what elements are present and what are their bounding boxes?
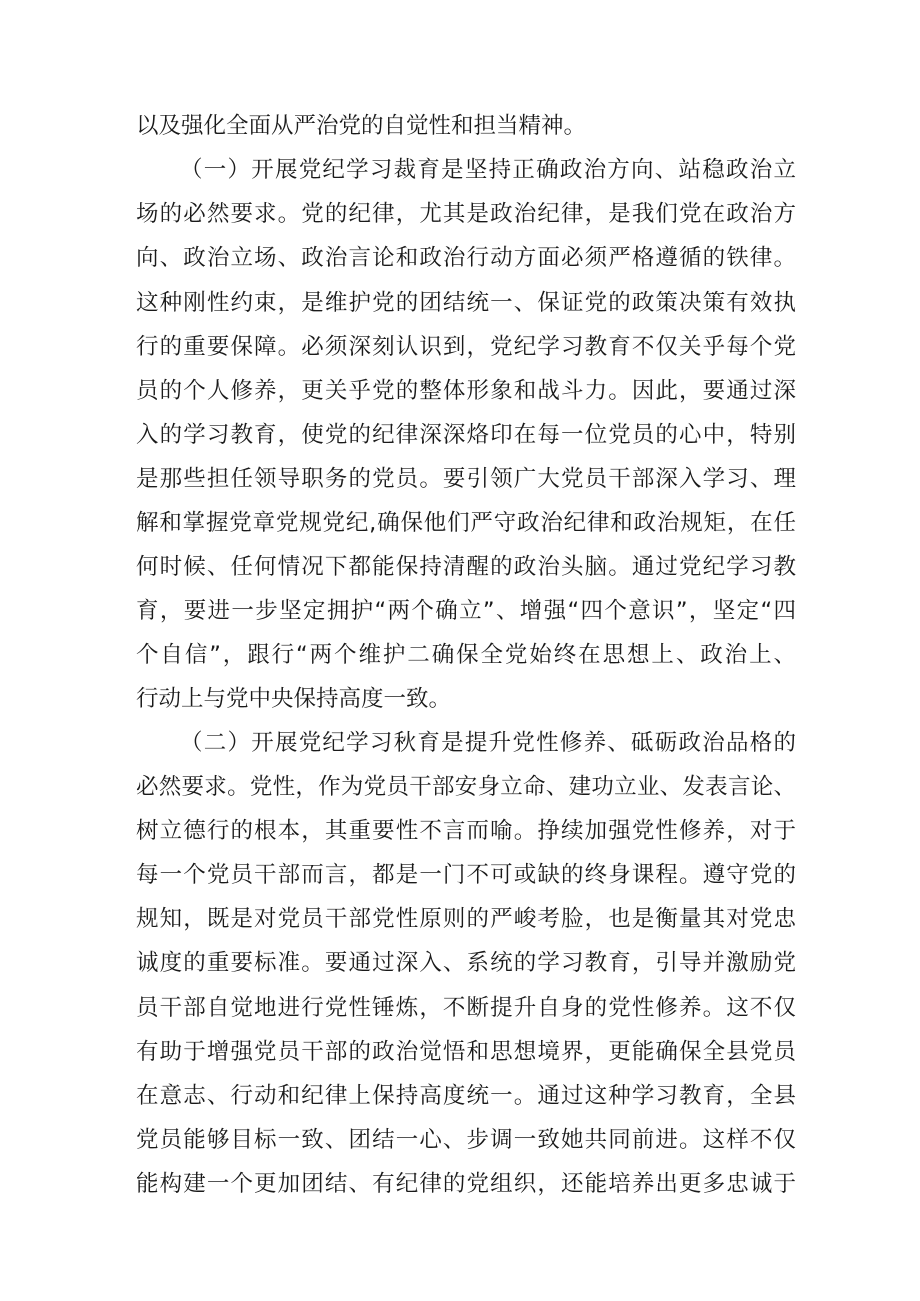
text-line: 入的学习教育，使党的纪律深深烙印在每一位党员的心中，特别 — [136, 422, 796, 448]
text-line: 每一个党员干部而言，都是一门不可或缺的终身课程。遵守党的 — [136, 862, 796, 888]
text-line: 个自信”，跟行“两个维护二确保全党始终在思想上、政治上、 — [136, 642, 796, 668]
text-line: 是那些担任领导职务的党员。要引领广大党员干部深入学习、理 — [136, 466, 796, 492]
text-line: 党员能够目标一致、团结一心、步调一致她共同前进。这样不仅 — [136, 1127, 796, 1153]
text-line: 行的重要保障。必须深刻认识到，党纪学习教育不仅关乎每个党 — [136, 334, 796, 360]
text-line: 员干部自觉地进行党性锤炼，不断提升自身的党性修养。这不仅 — [136, 995, 796, 1021]
text-line: 树立德行的根本，其重要性不言而喻。挣续加强党性修养，对于 — [136, 818, 796, 844]
text-line: 场的必然要求。党的纪律，尤其是政治纪律，是我们党在政治方 — [136, 201, 796, 227]
text-line: 员的个人修养，更关乎党的整体形象和战斗力。因此，要通过深 — [136, 378, 796, 404]
text-line: 向、政治立场、政治言论和政治行动方面必须严格遵循的铁律。 — [136, 245, 796, 271]
text-line: 行动上与党中央保持高度一致。 — [136, 686, 452, 712]
text-line: 有助于增强党员干部的政治觉悟和思想境界，更能确保全县党员 — [136, 1039, 796, 1065]
text-line: 在意志、行动和纪律上保持高度统一。通过这种学习教育，全县 — [136, 1083, 796, 1109]
text-line: 这种刚性约束，是维护党的团结统一、保证党的政策决策有效执 — [136, 290, 796, 316]
paragraph-first-line: （一）开展党纪学习裁育是坚持正确政治方向、站稳政治立 — [180, 157, 796, 183]
text-line: 解和掌握党章党规党纪,确保他们严守政治纪律和政治规矩，在任 — [136, 510, 796, 536]
text-line: 能构建一个更加团结、有纪律的党组织，还能培养出更多忠诚于 — [136, 1171, 796, 1197]
text-line: 规知，既是对党员干部党性原则的严峻考脸，也是衡量其对党忠 — [136, 906, 796, 932]
text-line: 何时候、任何情况下都能保持清醒的政治头脑。通过党纪学习教 — [136, 554, 796, 580]
text-line: 以及强化全面从严治党的自觉性和担当精神。 — [136, 113, 587, 139]
text-line: 育，要进一步坚定拥护“两个确立”、增强“四个意识”，坚定“四 — [136, 598, 796, 624]
text-line: 诚度的重要标准。要通过深入、系统的学习教育，引导并激励党 — [136, 950, 796, 976]
paragraph-first-line: （二）开展党纪学习秋育是提升党性修养、砥砺政治品格的 — [180, 730, 796, 756]
text-line: 必然要求。党性，作为党员干部安身立命、建功立业、发表言论、 — [136, 774, 796, 800]
